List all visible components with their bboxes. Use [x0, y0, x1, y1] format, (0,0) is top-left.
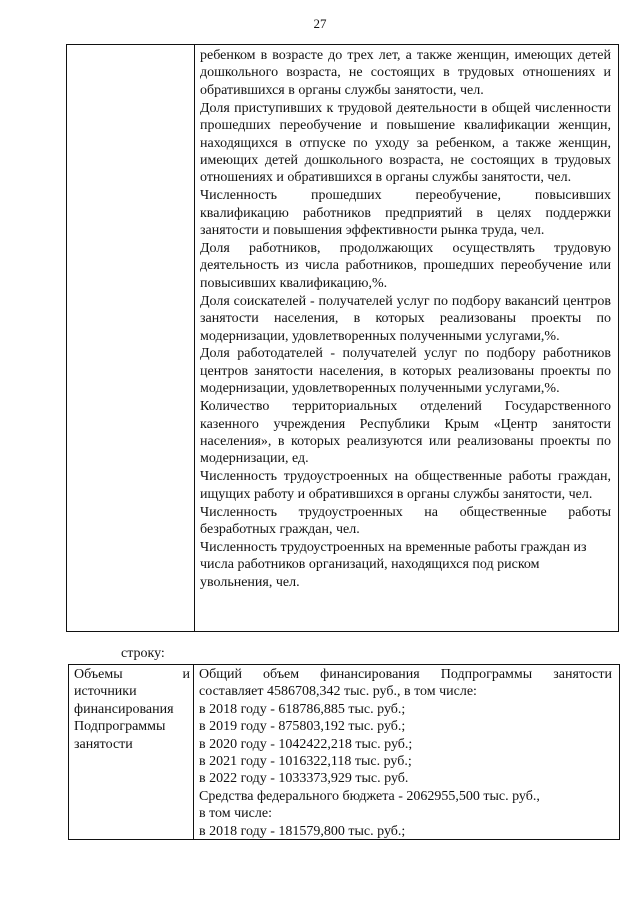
indicator-paragraph: Доля работников, продолжающих осуществлять трудовую деятельность из числа работников, прошедших переобучение или повысивших квалификацию,%. — [200, 240, 611, 291]
indicator-paragraph: Доля приступивших к трудовой деятельности в общей численности прошедших переобучение и повышение квалификации женщин, находящихся в отпуске по уходу за ребенком, а также женщин, имеющих детей дошкольного возраста, не состоящих в трудовых отношениях и обратившихся в органы службы занятости, чел. — [200, 100, 611, 186]
indicator-paragraph: ребенком в возрасте до трех лет, а также женщин, имеющих детей дошкольного возраста, не состоящих в трудовых отношениях и обратившихся в органы службы занятости, чел. — [200, 48, 611, 98]
replacement-intro: строку: — [121, 646, 165, 661]
financing-value-cell — [199, 666, 612, 840]
indicator-paragraph: Численность прошедших переобучение, повысивших квалификацию работников предприятий в целях поддержки занятости и повышения эффективности рынка труда, чел. — [200, 188, 611, 239]
federal-year-line: в 2018 году - 181579,800 тыс. руб.; — [199, 823, 406, 839]
indicators-table — [66, 44, 619, 632]
total-financing-line: Общий объем финансирования Подпрограммы занятости — [199, 667, 612, 682]
indicator-paragraph: Доля соискателей - получателей услуг по подбору вакансий центров занятости населения, в которых реализованы проекты по модернизации, удовлетворенных полученными услугами,%. — [200, 293, 611, 344]
year-amount-line: в 2022 году - 1033373,929 тыс. руб. — [199, 771, 409, 787]
federal-budget-line: в том числе: — [199, 806, 272, 822]
financing-table — [68, 664, 620, 840]
federal-budget-line: Средства федерального бюджета - 2062955,500 тыс. руб., — [199, 788, 540, 804]
indicators-column — [200, 47, 611, 592]
year-amount-line: в 2020 году - 1042422,218 тыс. руб.; — [199, 736, 413, 752]
label-word: Объемы — [74, 667, 123, 682]
column-divider — [194, 45, 195, 631]
indicator-paragraph: Численность трудоустроенных на общественные работы безработных граждан, чел. — [200, 504, 611, 537]
label-row — [74, 666, 190, 683]
year-amount-line: в 2021 году - 1016322,118 тыс. руб.; — [199, 754, 412, 770]
financing-label-cell — [74, 666, 190, 753]
label-line: занятости — [74, 736, 133, 752]
column-divider — [193, 665, 194, 839]
indicator-paragraph: Численность трудоустроенных на общественные работы граждан, ищущих работу и обратившихся в органы службы занятости, чел. — [200, 469, 611, 502]
year-amount-line: в 2018 году - 618786,885 тыс. руб.; — [199, 701, 406, 717]
total-financing-line: составляет 4586708,342 тыс. руб., в том числе: — [199, 684, 477, 700]
label-word: и — [182, 667, 190, 682]
page-number: 27 — [313, 16, 327, 31]
label-line: финансирования — [74, 701, 174, 717]
indicator-paragraph: Численность трудоустроенных на временные работы граждан из числа работников организаций, находящихся под риском увольнения, чел. — [200, 539, 587, 590]
label-line: источники — [74, 684, 137, 700]
year-amount-line: в 2019 году - 875803,192 тыс. руб.; — [199, 719, 406, 735]
label-line: Подпрограммы — [74, 719, 166, 735]
indicator-paragraph: Доля работодателей - получателей услуг по подбору работников центров занятости населения, в которых реализованы проекты по модернизации, удовлетворенных полученными услугами,%. — [200, 346, 611, 397]
indicator-paragraph: Количество территориальных отделений Государственного казенного учреждения Республики Крым «Центр занятости населения», в которых реализуются или реализованы проекты по модернизации, ед. — [200, 399, 611, 467]
